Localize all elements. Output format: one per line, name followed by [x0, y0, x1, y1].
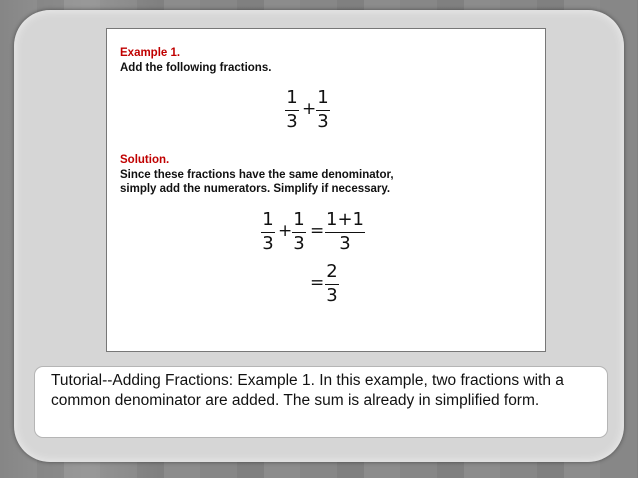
work-frac1-denominator: 3: [262, 233, 274, 254]
solution-heading: Solution.: [120, 154, 170, 166]
problem-frac1-denominator: 3: [286, 111, 298, 132]
work-sum-denominator: 3: [339, 233, 351, 254]
caption-box: [34, 366, 608, 438]
example-panel: [106, 28, 546, 352]
work-equals-sign-2: =: [310, 273, 325, 293]
work-equals-sign: =: [310, 221, 325, 241]
example-instruction: Add the following fractions.: [120, 62, 272, 74]
solution-text-line1: Since these fractions have the same denominator,: [120, 169, 394, 181]
work-result-denominator: 3: [326, 285, 338, 306]
work-frac2-numerator: 1: [293, 209, 305, 230]
solution-text-line2: simply add the numerators. Simplify if necessary.: [120, 183, 391, 195]
work-sum-numerator: 1+1: [326, 209, 364, 230]
work-result-numerator: 2: [326, 261, 338, 282]
problem-frac2-denominator: 3: [317, 111, 329, 132]
work-frac1-numerator: 1: [262, 209, 274, 230]
example-title: Example 1.: [120, 47, 181, 59]
problem-frac1-numerator: 1: [286, 87, 298, 108]
caption-text: Tutorial--Adding Fractions: Example 1. In this example, two fractions with a common denominator are added. The sum is already in simplified form.: [51, 372, 564, 409]
work-plus-sign: +: [278, 221, 293, 241]
problem-plus-sign: +: [302, 99, 317, 119]
problem-frac2-numerator: 1: [317, 87, 329, 108]
work-frac2-denominator: 3: [293, 233, 305, 254]
